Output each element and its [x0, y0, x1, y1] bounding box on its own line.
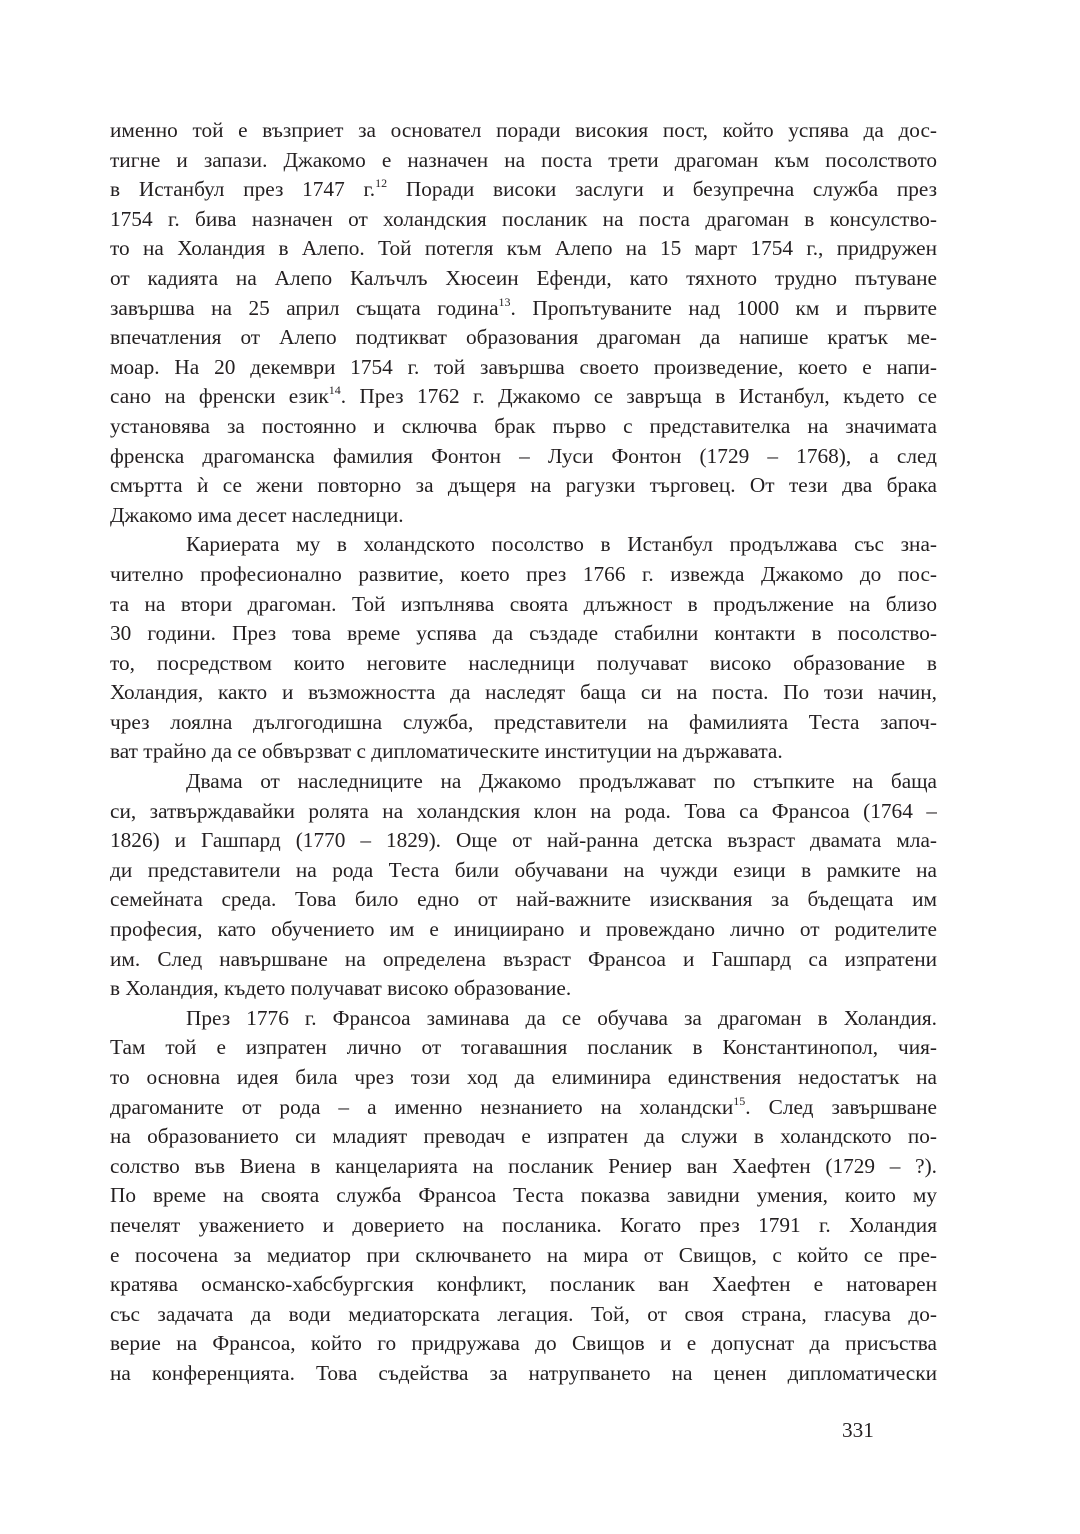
text-line: установява за постоянно и сключва брак първо с представителка на значимата — [110, 413, 937, 438]
text-line: от кадията на Алепо Калъчлъ Хюсеин Ефенди, като тяхното трудно пътуване — [110, 265, 937, 290]
text-line: Двама от наследниците на Джакомо продължават по стъпките на баща — [186, 769, 937, 794]
text-line: Джакомо има десет наследници. — [110, 502, 404, 527]
text-line: Там той е изпратен лично от тогавашния посланик в Константинопол, чия- — [110, 1035, 937, 1060]
text-line: на конференцията. Това съдейства за натрупването на ценен дипломатически — [110, 1360, 937, 1385]
text-line: та на втори драгоман. Той изпълнява своята длъжност в продължение на близо — [110, 591, 937, 616]
footnote-ref[interactable]: 15 — [733, 1093, 746, 1108]
text-line: тигне и запази. Джакомо е назначен на поста трети драгоман към посолството — [110, 147, 937, 172]
text-line: 30 години. През това време успява да създаде стабилни контакти в посолство- — [110, 621, 937, 646]
text-line: печелят уважението и доверието на посланика. Когато през 1791 г. Холандия — [110, 1212, 937, 1237]
body-text — [110, 116, 937, 1389]
text-line: професия, като обучението им е инициирано и провеждано лично от родителите — [110, 917, 937, 942]
text-line: френска драгоманска фамилия Фонтон – Луси Фонтон (1729 – 1768), а след — [110, 443, 937, 468]
text-line: По време на своята служба Франсоа Теста показва завидни умения, които му — [110, 1183, 937, 1208]
text-line: сано на френски език$^{14}$. През 1762 г. Джакомо се завръща в Истанбул, където се — [110, 383, 937, 409]
text-line: 1826) и Гашпард (1770 – 1829). Още от най-ранна детска възраст двамата мла- — [110, 828, 937, 853]
text-line: именно той е възприет за основател поради високия пост, който успява да дос- — [110, 118, 937, 142]
text-line: със задачата да води медиаторската легация. Той, от своя страна, гласува до- — [110, 1301, 937, 1326]
text-line: Кариерата му в холандското посолство в Истанбул продължава със зна- — [186, 532, 937, 557]
text-line: семейната среда. Това било едно от най-важните изисквания за бъдещата им — [110, 887, 937, 912]
text-line: впечатления от Алепо подтикват образования драгоман да напише кратък ме- — [110, 325, 937, 350]
text-line: на образованието си младият преводач е изпратен да служи в холандското по- — [110, 1124, 937, 1149]
text-line: чрез лоялна дългогодишна служба, представители на фамилията Теста започ- — [110, 709, 937, 734]
text-line: Холандия, както и възможността да наследят баща си на поста. По този начин, — [110, 680, 937, 705]
text-line: то основна идея била чрез този ход да елиминира единствения недостатък на — [110, 1065, 937, 1089]
footnote-ref[interactable]: 12 — [375, 176, 388, 191]
text-line: солство във Виена в канцеларията на посланик Рениер ван Хаефтен (1729 – ?). — [110, 1153, 937, 1178]
footnote-ref[interactable]: 13 — [498, 294, 511, 309]
text-line: кратява османско-хабсбургския конфликт, посланик ван Хаефтен е натоварен — [110, 1272, 937, 1297]
text-line: верие на Франсоа, който го придружава до Свищов и е допуснат да присъства — [110, 1331, 937, 1356]
text-line: си, затвърждавайки ролята на холандския клон на рода. Това са Франсоа (1764 – — [110, 798, 937, 823]
text-line: завършва на 25 април същата година$^{13}$. Пропътуваните над 1000 км и първите — [110, 294, 937, 320]
text-line: През 1776 г. Франсоа заминава да се обучава за драгоман в Холандия. — [186, 1005, 937, 1030]
page-number: 331 — [842, 1418, 874, 1442]
text-line: е посочена за медиатор при сключването на мира от Свищов, с който се пре- — [110, 1242, 937, 1267]
text-line: драгоманите от рода – а именно незнанието на холандски$^{15}$. След завършване — [110, 1093, 937, 1119]
text-line: ват трайно да се обвързват с дипломатическите институции на държавата. — [110, 739, 783, 764]
text-line: смъртта ѝ се жени повторно за дъщеря на рагузки търговец. От тези два брака — [110, 473, 937, 498]
text-line: 1754 г. бива назначен от холандския посланик на поста драгоман в консулство- — [110, 206, 937, 231]
text-line: то, посредством които неговите наследници получават високо образование в — [110, 650, 937, 675]
text-line: то на Холандия в Алепо. Той потегля към Алепо на 15 март 1754 г., придружен — [110, 236, 937, 261]
text-line: моар. На 20 декември 1754 г. той завършва своето произведение, което е напи- — [110, 354, 937, 379]
footnote-ref[interactable]: 14 — [328, 383, 341, 398]
text-line: ди представители на рода Теста били обучавани на чужди езици в рамките на — [110, 857, 937, 882]
text-line: чително професионално развитие, което през 1766 г. извежда Джакомо до пос- — [110, 561, 937, 586]
text-line: в Истанбул през 1747 г.$^{12}$ Поради високи заслуги и безупречна служба през — [110, 176, 937, 202]
text-line: в Холандия, където получават високо образование. — [110, 976, 572, 1001]
text-line: им. След навършване на определена възраст Франсоа и Гашпард са изпратени — [110, 946, 937, 971]
